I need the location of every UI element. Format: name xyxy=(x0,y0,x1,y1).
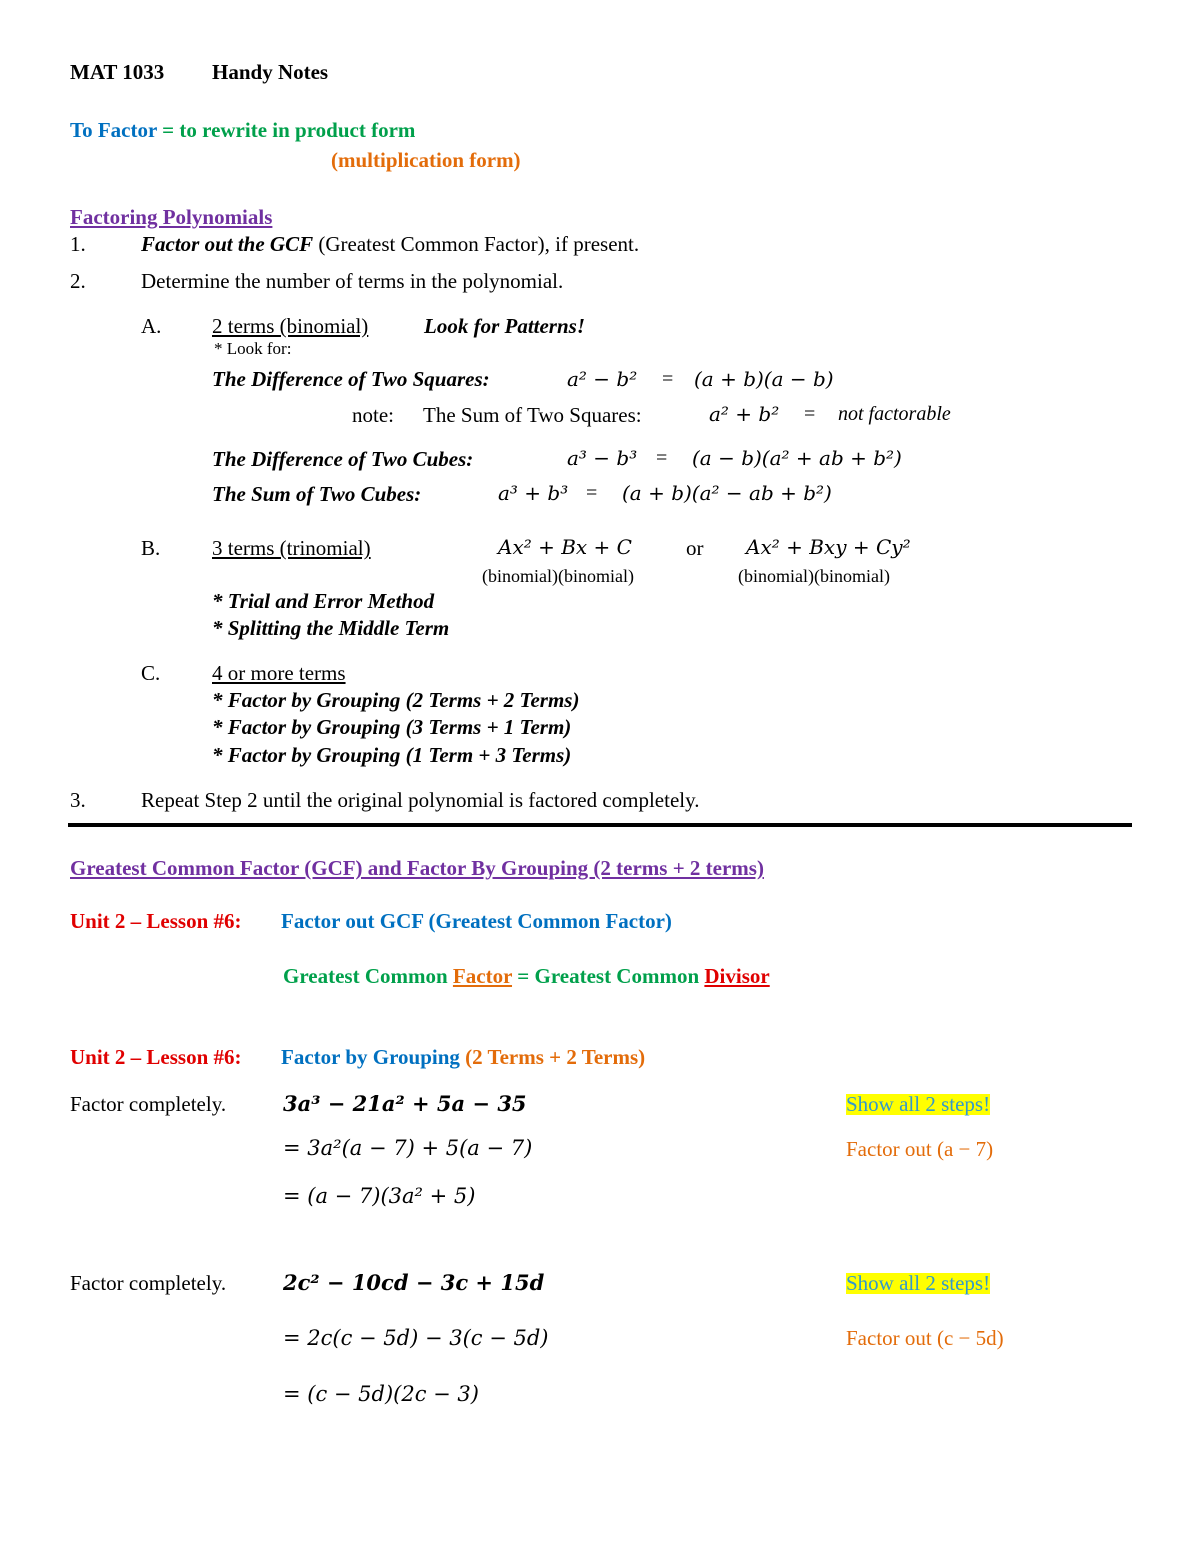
diff-squares-label: The Difference of Two Squares: xyxy=(212,367,490,391)
sum-squares-label: The Sum of Two Squares: xyxy=(423,403,642,427)
example2-step2: = (c − 5d)(2c − 3) xyxy=(283,1382,479,1406)
example2-hint: Show all 2 steps! xyxy=(846,1271,991,1295)
lesson2-title-line xyxy=(281,1047,645,1068)
case-c-letter: C. xyxy=(141,661,161,685)
example1-note: Factor out (a − 7) xyxy=(846,1137,994,1161)
example1-hint: Show all 2 steps! xyxy=(846,1092,991,1116)
section2-heading: Greatest Common Factor (GCF) and Factor By Grouping (2 terms + 2 terms) xyxy=(70,856,764,880)
diff-cubes-label: The Difference of Two Cubes: xyxy=(212,447,474,471)
diff-cubes-lhs: a³ − b³ xyxy=(567,446,638,470)
example1-problem: 3a³ − 21a² + 5a − 35 xyxy=(283,1091,527,1116)
step1-bold: Factor out the GCF xyxy=(141,232,314,256)
diff-cubes-eq: = xyxy=(656,447,668,469)
definition-alt: (multiplication form) xyxy=(331,148,521,172)
gcf-factor-word: Factor xyxy=(452,964,513,988)
step3-text: Repeat Step 2 until the original polynomial is factored completely. xyxy=(141,788,700,812)
case-b-label: 3 terms (trinomial) xyxy=(212,536,371,560)
trinomial-form1: Ax² + Bx + C xyxy=(498,535,632,559)
lesson2-label: Unit 2 – Lesson #6: xyxy=(70,1045,242,1069)
method-splitting: * Splitting the Middle Term xyxy=(212,616,450,640)
case-a-pattern: Look for Patterns! xyxy=(424,314,586,338)
definition-line xyxy=(70,120,415,141)
method-trial-error: * Trial and Error Method xyxy=(212,589,435,613)
trinomial-sub1: (binomial)(binomial) xyxy=(482,566,634,586)
diff-squares-lhs: a² − b² xyxy=(567,367,638,391)
example2-note: Factor out (c − 5d) xyxy=(846,1326,1004,1350)
look-for-label: * Look for: xyxy=(214,339,292,358)
step2-number: 2. xyxy=(70,269,86,293)
definition-meaning: to rewrite in product form xyxy=(179,118,416,142)
example1-step2: = (a − 7)(3a² + 5) xyxy=(283,1184,476,1208)
grouping-2-2: * Factor by Grouping (2 Terms + 2 Terms) xyxy=(212,688,580,712)
lesson2-title: Factor by Grouping xyxy=(281,1045,466,1069)
sum-cubes-lhs: a³ + b³ xyxy=(498,481,569,505)
step1-number: 1. xyxy=(70,232,86,256)
example2-prompt: Factor completely. xyxy=(70,1271,227,1295)
diff-squares-rhs: (a + b)(a − b) xyxy=(694,367,834,391)
gcf-definition xyxy=(283,966,770,987)
example2-step1: = 2c(c − 5d) − 3(c − 5d) xyxy=(283,1326,549,1350)
sum-cubes-rhs: (a + b)(a² − ab + b²) xyxy=(622,481,832,505)
trinomial-or: or xyxy=(686,536,704,560)
case-b-letter: B. xyxy=(141,536,161,560)
definition-equals: = xyxy=(162,118,175,142)
grouping-1-3: * Factor by Grouping (1 Term + 3 Terms) xyxy=(212,743,572,767)
case-a-letter: A. xyxy=(141,314,162,338)
step3-number: 3. xyxy=(70,788,86,812)
gcf-divisor-word: Divisor xyxy=(704,964,770,988)
case-c-label: 4 or more terms xyxy=(212,661,346,685)
diff-cubes-rhs: (a − b)(a² + ab + b²) xyxy=(692,446,902,470)
gcf-eq: = Greatest Common xyxy=(512,964,705,988)
step2-text: Determine the number of terms in the polynomial. xyxy=(141,269,564,293)
sum-squares-rhs: not factorable xyxy=(838,403,951,425)
case-a-label: 2 terms (binomial) xyxy=(212,314,369,338)
diff-squares-eq: = xyxy=(662,368,674,390)
factoring-heading: Factoring Polynomials xyxy=(70,205,273,229)
definition-term: To Factor xyxy=(70,118,157,142)
example1-prompt: Factor completely. xyxy=(70,1092,227,1116)
lesson1-label: Unit 2 – Lesson #6: xyxy=(70,909,242,933)
sum-squares-eq: = xyxy=(804,403,816,425)
lesson1-title: Factor out GCF (Greatest Common Factor) xyxy=(281,909,672,933)
step1-text xyxy=(141,234,639,255)
note-label: note: xyxy=(352,403,394,427)
trinomial-form2: Ax² + Bxy + Cy² xyxy=(746,535,911,559)
sum-squares-lhs: a² + b² xyxy=(709,402,780,426)
step1-rest: (Greatest Common Factor), if present. xyxy=(313,232,640,256)
sum-cubes-eq: = xyxy=(586,482,598,504)
trinomial-sub2: (binomial)(binomial) xyxy=(738,566,890,586)
example2-problem: 2c² − 10cd − 3c + 15d xyxy=(283,1270,545,1295)
page-title: Handy Notes xyxy=(212,60,329,84)
sum-cubes-label: The Sum of Two Cubes: xyxy=(212,482,422,506)
lesson2-sub: (2 Terms + 2 Terms) xyxy=(465,1045,646,1069)
gcf-part1: Greatest Common xyxy=(283,964,453,988)
course-code: MAT 1033 xyxy=(70,60,165,84)
example1-step1: = 3a²(a − 7) + 5(a − 7) xyxy=(283,1136,533,1160)
section-divider xyxy=(68,823,1132,827)
grouping-3-1: * Factor by Grouping (3 Terms + 1 Term) xyxy=(212,715,572,739)
